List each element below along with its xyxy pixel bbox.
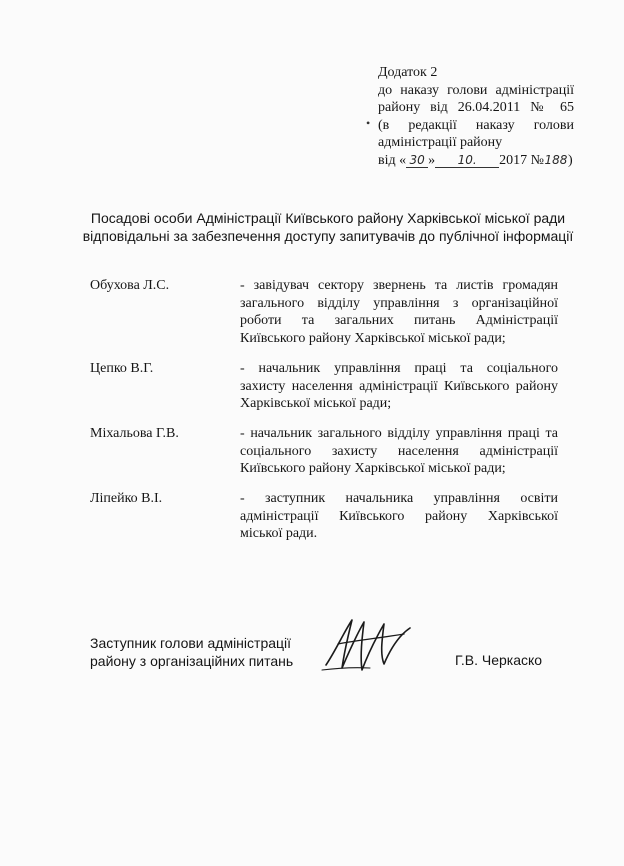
- title-line-1: Посадові особи Адміністрації Київського району Харківської міської ради: [90, 210, 566, 226]
- signatory-name: Г.В. Черкаско: [455, 652, 543, 668]
- duty-line: - начальник загального відділу управління праці та: [240, 426, 558, 441]
- duty-line: - начальник управління праці та соціального: [240, 361, 558, 376]
- date-prefix: від «: [378, 152, 407, 168]
- official-name: Ліпейко В.І.: [90, 491, 163, 506]
- appendix-header: [378, 64, 574, 170]
- official-duty: [240, 277, 558, 347]
- date-mid: »: [428, 152, 436, 168]
- position-line-2: району з організаційних питань: [90, 652, 294, 669]
- official-name: Обухова Л.С.: [90, 278, 170, 293]
- duty-line: Київського району Харківської міської ради;: [240, 330, 506, 346]
- official-duty: [240, 490, 558, 543]
- signatory-position: [90, 635, 330, 670]
- margin-mark: •: [366, 116, 371, 130]
- document-title: [80, 210, 576, 245]
- title-line-2: відповідальні за забезпечення доступу запитувачів до публічної інформації: [82, 227, 574, 244]
- handwritten-day: 30: [406, 154, 428, 168]
- duty-line: адміністрації Київського району Харківської: [240, 508, 558, 524]
- handwritten-month: 10.: [435, 154, 499, 168]
- appendix-line-4: (в редакції наказу голови: [378, 117, 574, 133]
- date-year: 2017 №: [499, 152, 544, 168]
- duty-line: Київського району Харківської міської ради;: [240, 461, 506, 477]
- appendix-date-line: [378, 152, 574, 170]
- official-name: Міхальова Г.В.: [90, 426, 179, 441]
- appendix-line-1: Додаток 2: [378, 65, 438, 80]
- position-line-1: Заступник голови адміністрації: [90, 635, 292, 651]
- handwritten-number: 188: [544, 152, 568, 167]
- duty-line: міської ради.: [240, 526, 318, 542]
- official-name: Цепко В.Г.: [90, 361, 154, 376]
- appendix-line-2: до наказу голови адміністрації: [378, 82, 574, 98]
- handwritten-signature: [318, 610, 418, 680]
- official-duty: [240, 425, 558, 478]
- appendix-line-5: адміністрації району: [378, 135, 503, 151]
- duty-line: соціального захисту населення адміністрації: [240, 443, 558, 459]
- duty-line: - завідувач сектору звернень та листів громадян: [240, 278, 558, 293]
- duty-line: роботи та загальних питань Адміністрації: [240, 313, 558, 329]
- date-suffix: ): [567, 152, 573, 168]
- duty-line: Харківської міської ради;: [240, 396, 392, 412]
- appendix-line-3: району від 26.04.2011 № 65: [378, 100, 574, 116]
- duty-line: захисту населення адміністрації Київського району: [240, 378, 558, 394]
- official-duty: [240, 360, 558, 413]
- duty-line: - заступник начальника управління освіти: [240, 491, 558, 506]
- duty-line: загального відділу управління з організаційної: [240, 295, 558, 311]
